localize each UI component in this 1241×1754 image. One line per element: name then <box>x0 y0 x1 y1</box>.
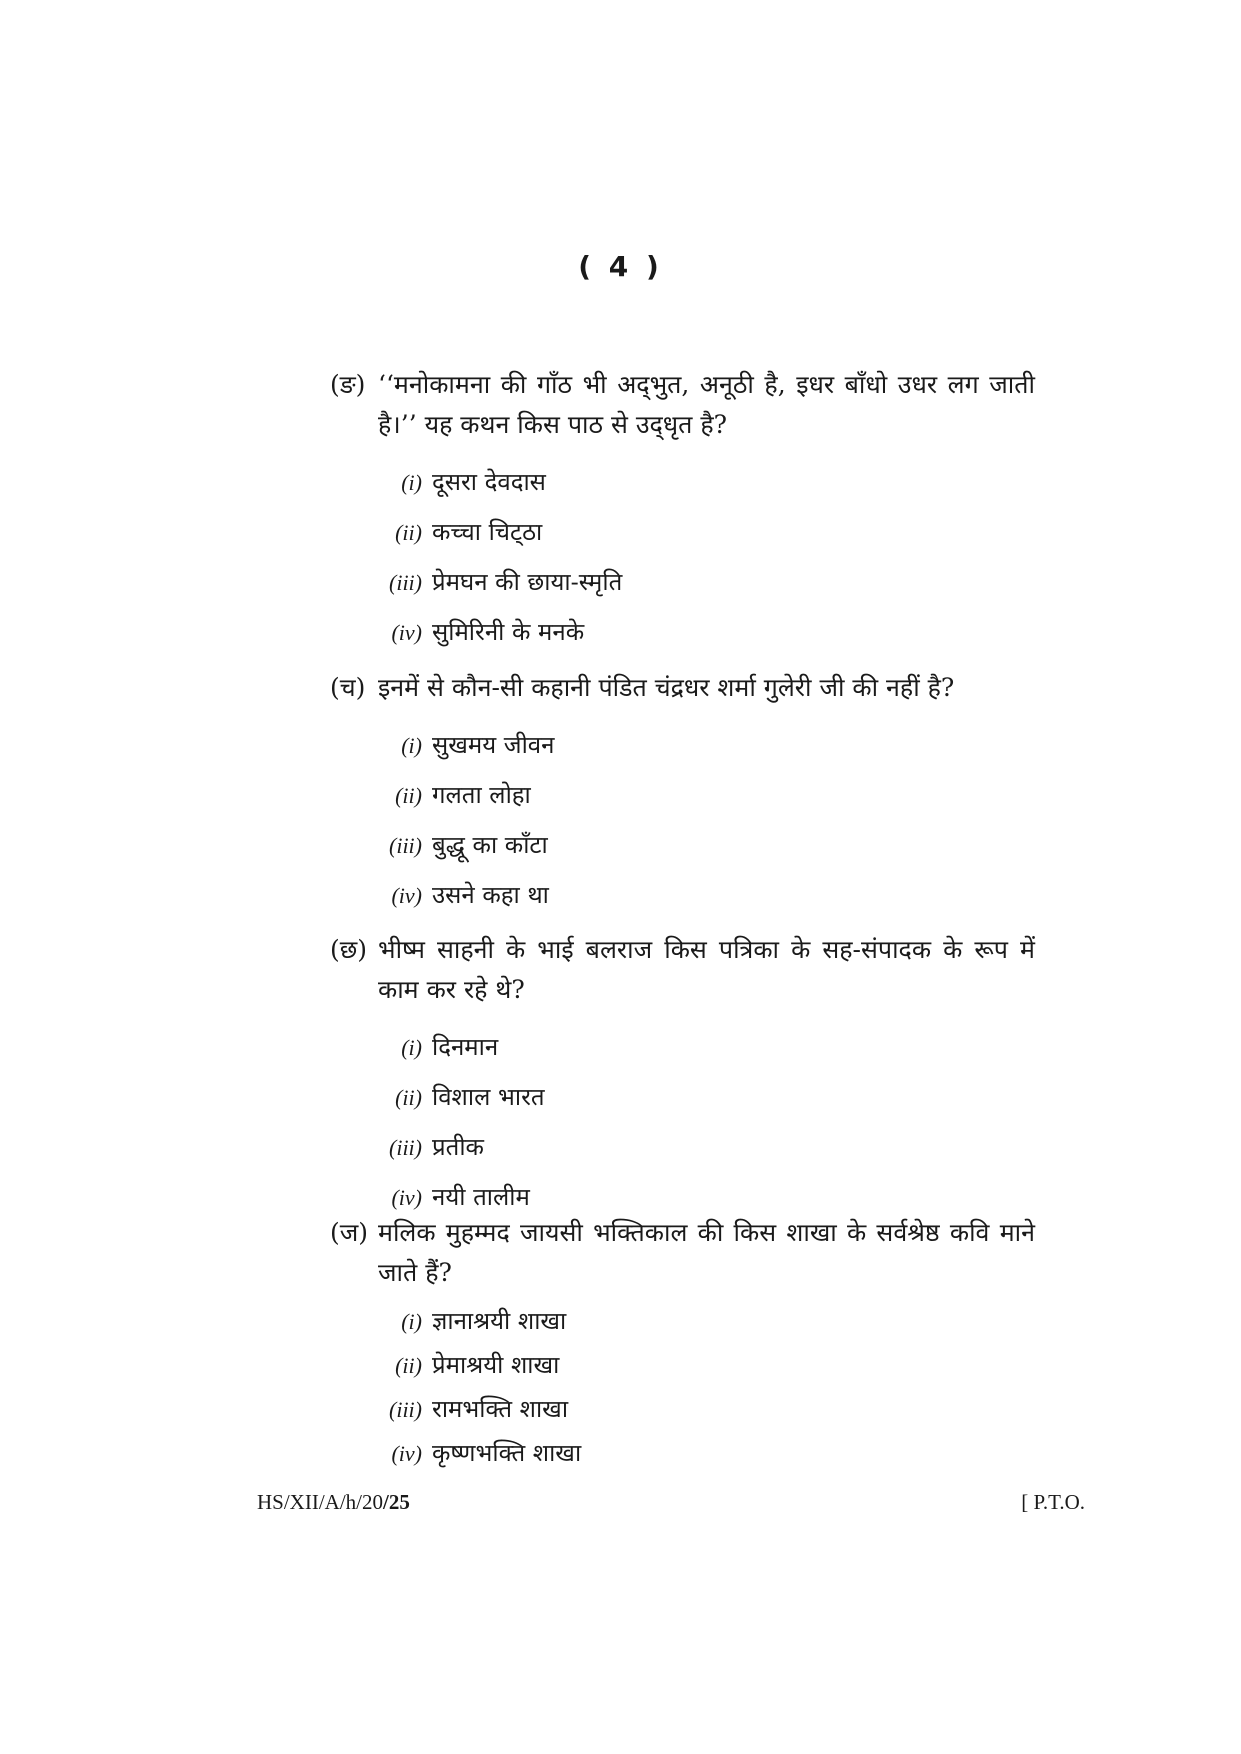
option-item <box>378 1022 1035 1072</box>
option-number: (ii) <box>395 783 422 808</box>
option-text: कच्चा चिट्‌ठा <box>432 518 543 546</box>
option-number: (iii) <box>389 833 422 858</box>
option-number: (iii) <box>389 1397 422 1422</box>
option-number: (ii) <box>395 520 422 545</box>
question-nga <box>330 365 1035 657</box>
option-list <box>378 457 1035 657</box>
option-text: प्रतीक <box>432 1133 484 1161</box>
option-text: दिनमान <box>432 1033 499 1061</box>
page-number: ( 4 ) <box>578 250 663 283</box>
option-text: गलता लोहा <box>432 781 531 809</box>
option-item <box>378 1431 1035 1475</box>
option-number: (i) <box>401 733 422 758</box>
option-text: विशाल भारत <box>432 1083 545 1111</box>
paper-code <box>257 1490 410 1515</box>
option-item <box>378 607 1035 657</box>
question-ja <box>330 1213 1035 1475</box>
option-item <box>378 1343 1035 1387</box>
option-text: सुमिरिनी के मनके <box>432 618 585 646</box>
option-text: उसने कहा था <box>432 881 549 909</box>
option-number: (iv) <box>391 620 422 645</box>
option-item <box>378 720 1035 770</box>
option-number: (iii) <box>389 570 422 595</box>
option-list <box>378 1299 1035 1475</box>
question-text: इनमें से कौन-सी कहानी पंडित चंद्रधर शर्मा गुलेरी जी की नहीं है? <box>378 673 955 702</box>
option-number: (i) <box>401 1035 422 1060</box>
option-text: कृष्णभक्ति शाखा <box>432 1439 582 1467</box>
option-text: सुखमय जीवन <box>432 731 555 759</box>
option-list <box>378 1022 1035 1222</box>
option-number: (iv) <box>391 883 422 908</box>
option-item <box>378 870 1035 920</box>
option-text: दूसरा देवदास <box>432 468 546 496</box>
option-text: ज्ञानाश्रयी शाखा <box>432 1307 567 1335</box>
option-text: रामभक्ति शाखा <box>432 1395 569 1423</box>
option-item <box>378 1299 1035 1343</box>
question-label: (च) <box>330 673 366 702</box>
option-item <box>378 1122 1035 1172</box>
option-text: प्रेमघन की छाया-स्मृति <box>432 568 623 596</box>
option-number: (ii) <box>395 1353 422 1378</box>
option-number: (ii) <box>395 1085 422 1110</box>
option-number: (i) <box>401 1309 422 1334</box>
option-item <box>378 1387 1035 1431</box>
option-text: प्रेमाश्रयी शाखा <box>432 1351 560 1379</box>
option-item <box>378 820 1035 870</box>
option-item <box>378 457 1035 507</box>
option-number: (iv) <box>391 1441 422 1466</box>
option-item <box>378 1072 1035 1122</box>
question-text: मलिक मुहम्मद जायसी भक्तिकाल की किस शाखा के सर्वश्रेष्ठ कवि माने जाते हैं? <box>378 1218 1035 1287</box>
option-number: (iii) <box>389 1135 422 1160</box>
pto-note: [ P.T.O. <box>1021 1490 1085 1514</box>
question-text: ‘‘मनोकामना की गाँठ भी अद्‌भुत, अनूठी है, इधर बाँधो उधर लग जाती है।’’ यह कथन किस पाठ से उद्‌धृत है? <box>378 370 1035 439</box>
option-number: (i) <box>401 470 422 495</box>
question-text: भीष्म साहनी के भाई बलराज किस पत्रिका के सह-संपादक के रूप में काम कर रहे थे? <box>378 935 1035 1004</box>
question-label: (ङ) <box>330 370 366 399</box>
option-item <box>378 557 1035 607</box>
option-list <box>378 720 1035 920</box>
option-text: नयी तालीम <box>432 1183 530 1211</box>
option-item <box>378 770 1035 820</box>
question-chha <box>330 930 1035 1222</box>
option-number: (iv) <box>391 1185 422 1210</box>
paper-code-prefix: HS/XII/A/h/20 <box>257 1490 383 1514</box>
question-label: (छ) <box>330 935 368 964</box>
option-item <box>378 507 1035 557</box>
question-label: (ज) <box>330 1218 369 1247</box>
option-text: बुद्धू का काँटा <box>432 831 548 859</box>
paper-code-suffix: /25 <box>383 1490 410 1514</box>
question-cha <box>330 668 1035 920</box>
